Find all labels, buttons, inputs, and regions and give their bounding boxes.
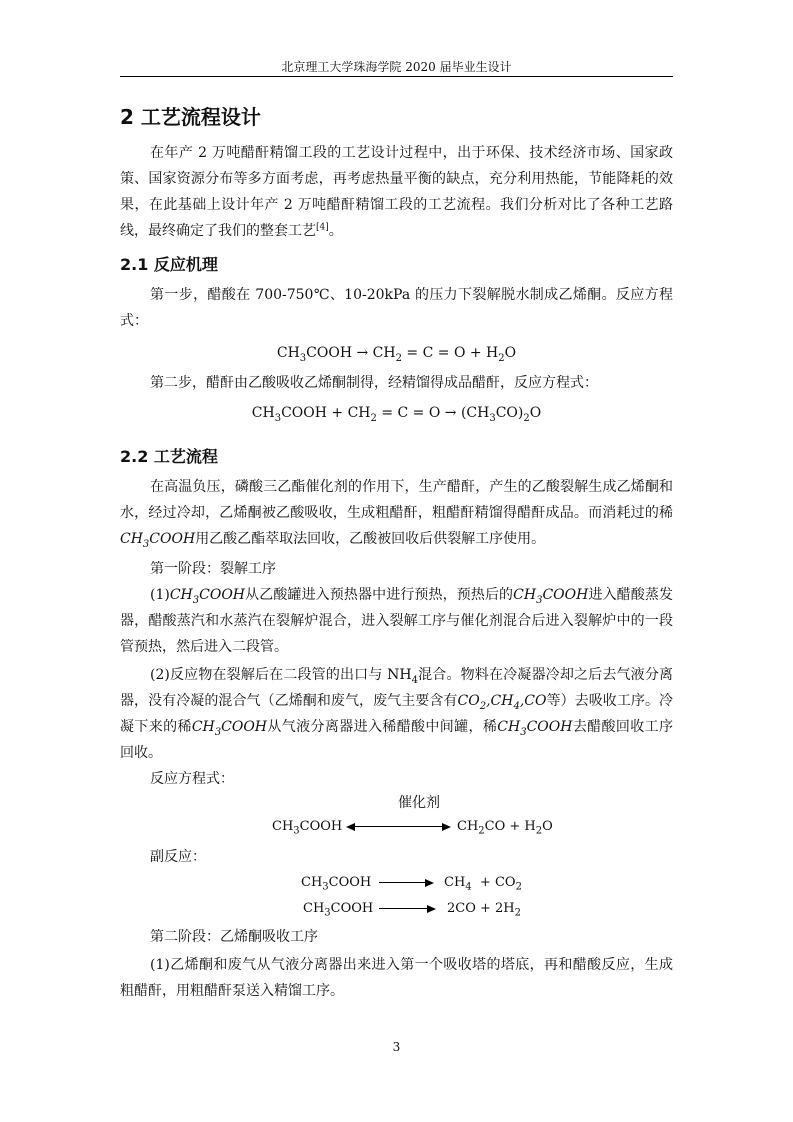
process-paragraph-4: (1)乙烯酮和废气从气液分离器出来进入第一个吸收塔的塔底，再和醋酸反应，生成粗醋酐，用粗醋酐泵送入精馏工序。 (120, 957, 673, 999)
side-reaction-1: $CH_3COOH$ $CH_4 + CO_2$ (301, 875, 522, 893)
stage2-label: 第二阶段：乙烯酮吸收工序 (150, 929, 318, 945)
step2-paragraph: 第二步，醋酐由乙酸吸收乙烯酮制得，经精馏得成品醋酐，反应方程式： (150, 375, 598, 391)
arrow-right-icon (442, 823, 451, 831)
header-rule (120, 76, 673, 77)
arrow-line (379, 908, 429, 909)
process-paragraph-3: (2)反应物在裂解后在二段管的出口与 $NH_4$混合。物料在冷凝器冷却之后去气液分离器，没有冷凝的混合气（乙烯酮和废气，废气主要含有$CO_2,CH_4,CO$等）去吸收工序。冷凝下来的稀$CH_3COOH$从气液分离器进入稀醋酸中间罐，稀$CH_3COOH$去醋酸回收工序回收。 (120, 667, 674, 761)
equation-1: $CH_3COOH \to CH_2 = C = O + H_2O$ (276, 345, 517, 364)
arrow-right-icon (427, 905, 436, 913)
citation: [4] (316, 222, 329, 233)
subsection-title-2-2: 2.2 工艺流程 (120, 447, 218, 466)
step1-paragraph: 第一步，醋酸在 700-750℃、10-20kPa 的压力下裂解脱水制成乙烯酮。反应方程式： (120, 287, 673, 329)
equation-2: $CH_3COOH + CH_2 = C = O \to (CH_3CO)_2O$ (251, 405, 542, 424)
process-paragraph-2: $(1)CH_3COOH$从乙酸罐进入预热器中进行预热，预热后的$CH_3COOH$进入醋酸蒸发器，醋酸蒸汽和水蒸汽在裂解炉混合，进入裂解工序与催化剂混合后进入裂解炉中的一段管预热，然后进入二段管。 (120, 587, 674, 655)
intro-paragraph: 在年产 2 万吨醋酐精馏工段的工艺设计过程中，出于环保、技术经济市场、国家政策、国家资源分布等多方面考虑，再考虑热量平衡的缺点，充分利用热能，节能降耗的效果，在此基础上设计年产 2 万吨醋酐精馏工段的工艺流程。我们分析对比了各种工艺路线，最终确定了我们的整套工艺[4]。 (120, 145, 673, 239)
catalyst-label: 催化剂 (398, 795, 440, 811)
arrow-right-icon (425, 879, 434, 887)
reversible-arrow-line (352, 826, 442, 827)
side-reaction-2: $CH_3COOH$ $2CO + 2H_2$ (303, 901, 522, 919)
side-reaction-label: 副反应： (150, 849, 206, 865)
page-header: 北京理工大学珠海学院 2020 届毕业生设计 (281, 60, 512, 74)
main-reaction: $CH_3COOH$ $CH_2CO + H_2O$ (272, 819, 553, 837)
page-content (120, 100, 673, 1004)
subsection-title-2-1: 2.1 反应机理 (120, 255, 218, 274)
page-number: 3 (392, 1040, 401, 1054)
stage1-label: 第一阶段：裂解工序 (150, 561, 276, 577)
process-paragraph-1: 在高温负压，磷酸三乙酯催化剂的作用下，生产醋酐，产生的乙酸裂解生成乙烯酮和水，经过冷却，乙烯酮被乙酸吸收，生成粗醋酐，粗醋酐精馏得醋酐成品。而消耗过的稀$CH_3COOH$用乙酸乙酯萃取法回收，乙酸被回收后供裂解工序使用。 (120, 479, 673, 550)
section-title: 2 工艺流程设计 (120, 105, 261, 129)
arrow-left-icon (346, 823, 355, 831)
equation-label: 反应方程式： (150, 771, 234, 787)
arrow-line (379, 882, 427, 883)
